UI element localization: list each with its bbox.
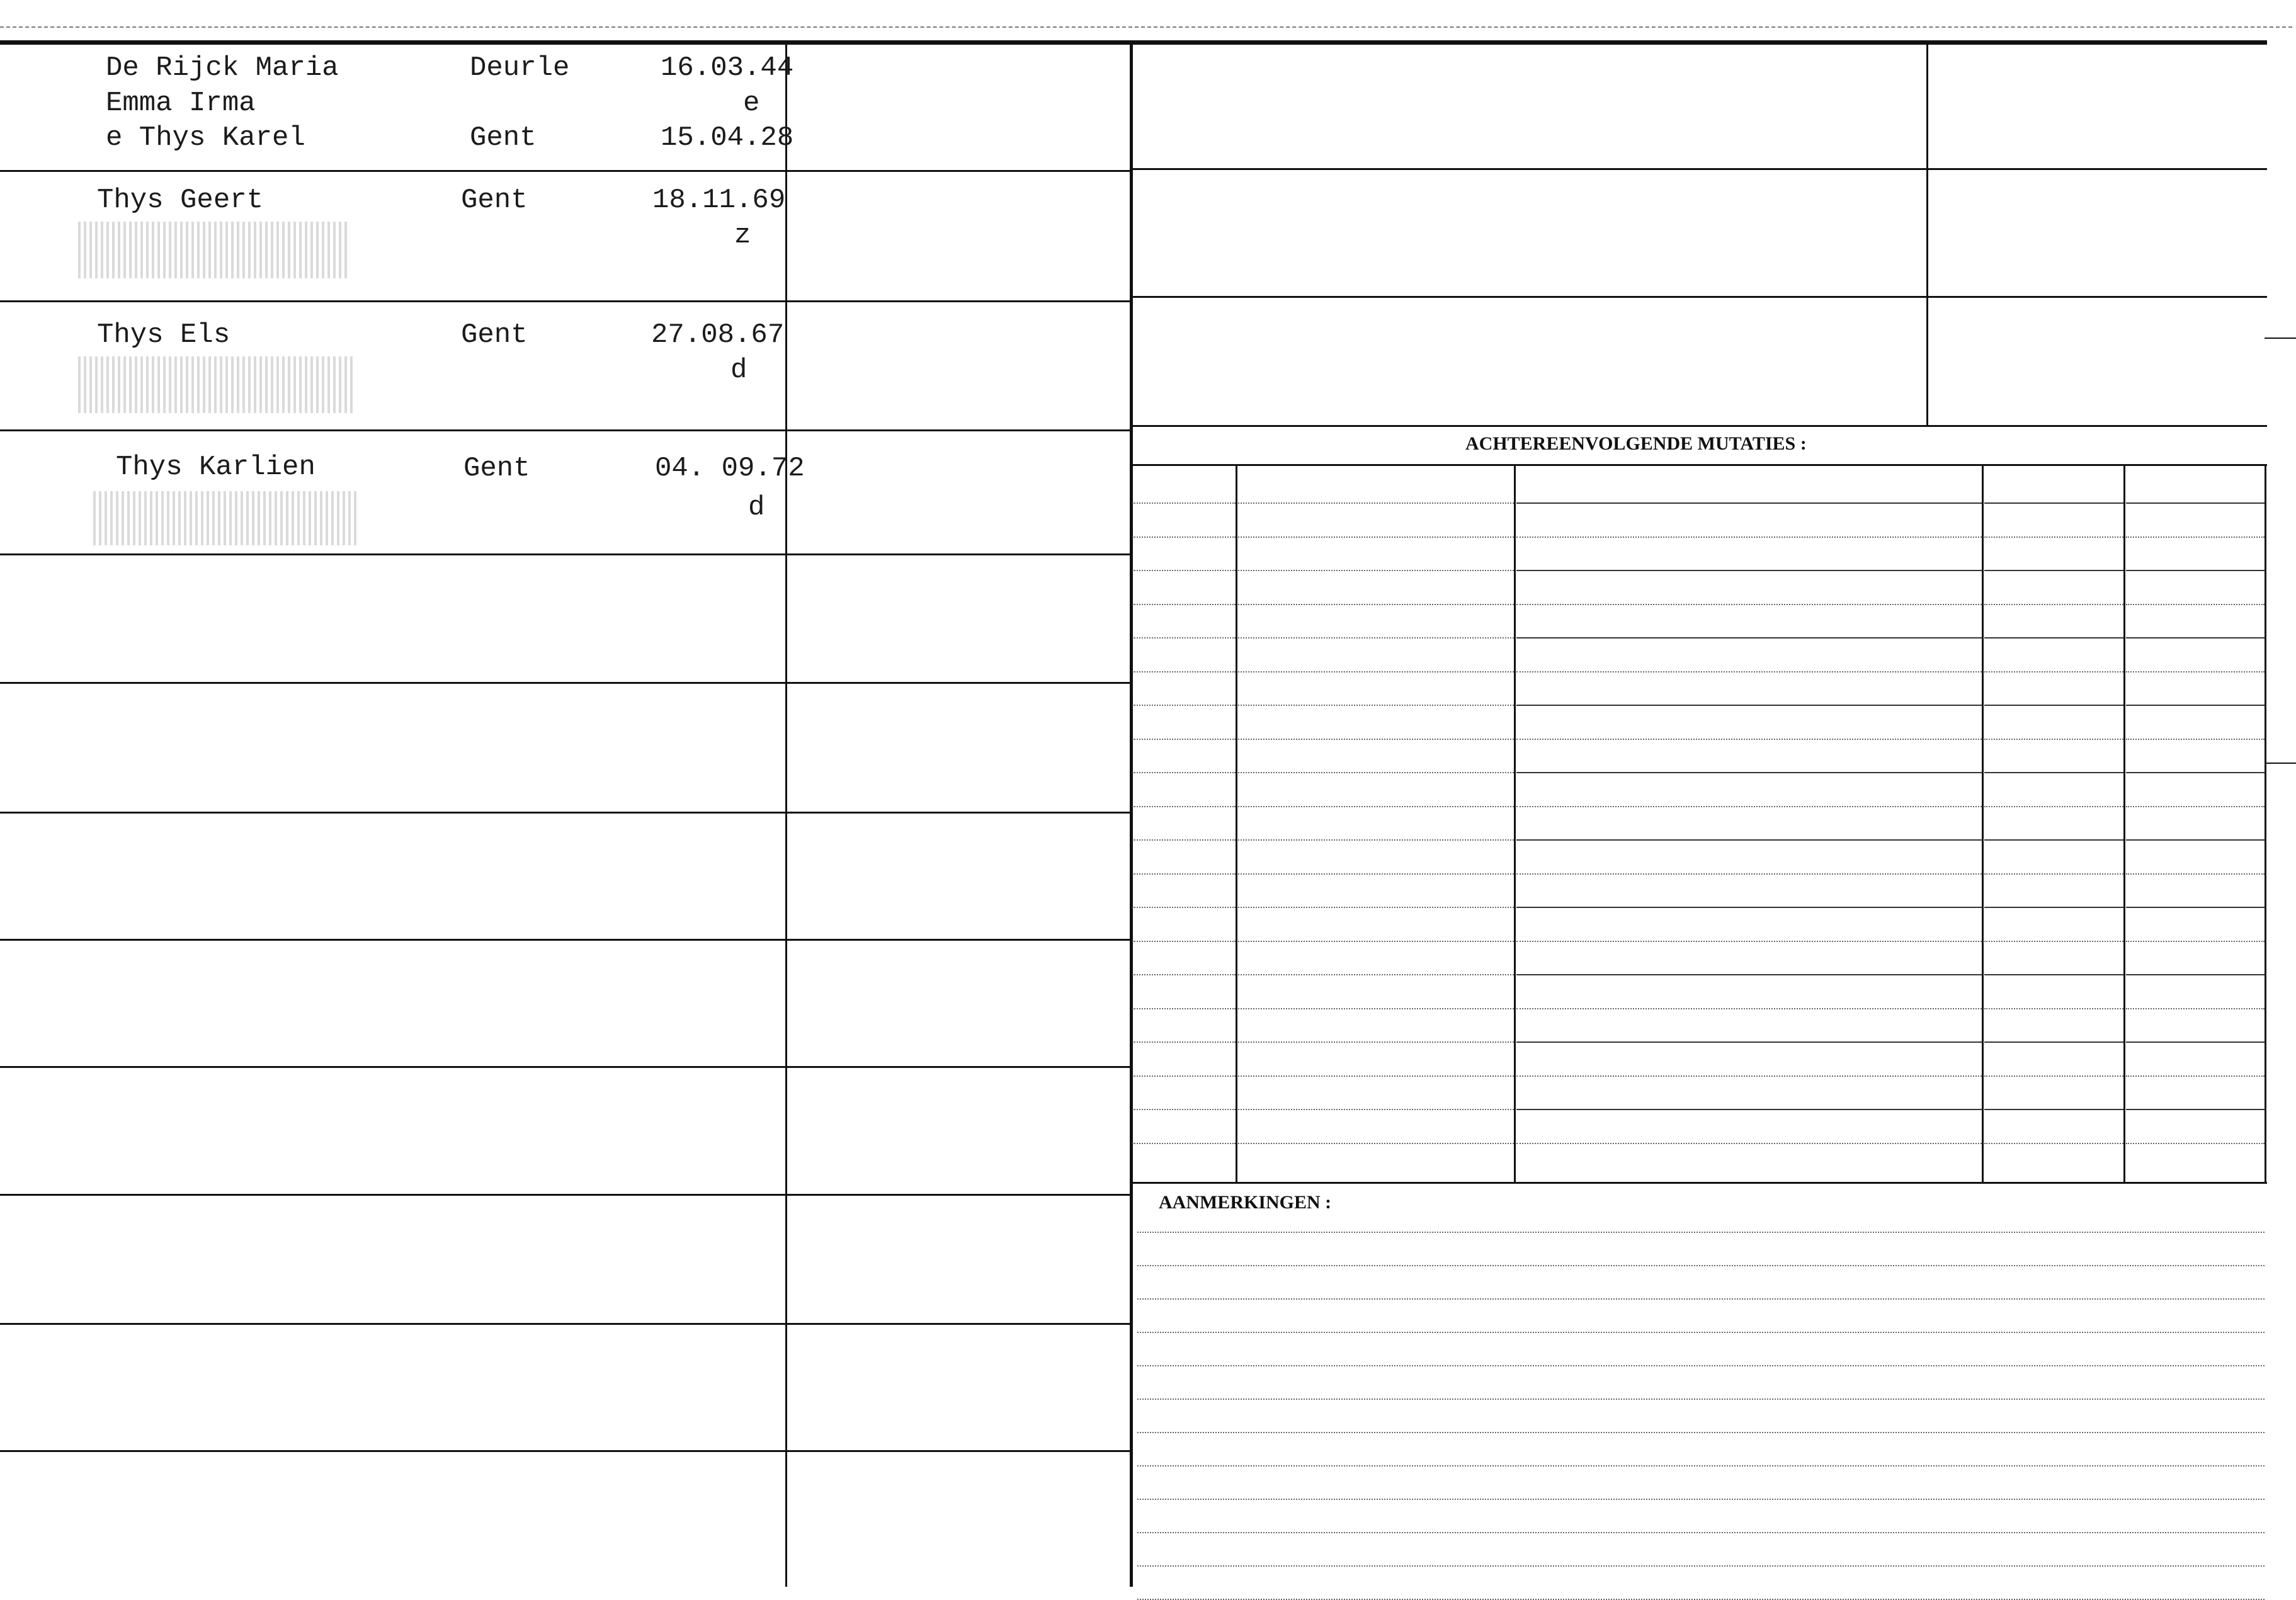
entry-name: Thys Geert bbox=[97, 184, 264, 216]
entry-name: De Rijck Maria bbox=[106, 52, 339, 84]
entry-place: Gent bbox=[461, 184, 528, 216]
redacted-area bbox=[78, 356, 355, 413]
entry-date: d bbox=[748, 492, 765, 523]
entry-name: e Thys Karel bbox=[106, 122, 305, 154]
entry-place: Gent bbox=[470, 122, 537, 154]
entry-date: 04. 09.72 bbox=[655, 453, 805, 484]
mutations-header: ACHTEREENVOLGENDE MUTATIES : bbox=[1465, 433, 1807, 454]
column-divider-main bbox=[1130, 40, 1133, 1587]
entry-date: e bbox=[743, 88, 760, 119]
entry-name: Thys Karlien bbox=[116, 451, 315, 483]
entry-date: 27.08.67 bbox=[651, 319, 785, 351]
entry-place: Gent bbox=[461, 319, 528, 351]
top-edge bbox=[0, 26, 2292, 28]
entry-place: Deurle bbox=[470, 52, 570, 84]
entry-name: Thys Els bbox=[97, 319, 230, 351]
redacted-area bbox=[78, 222, 349, 278]
entry-place: Gent bbox=[463, 453, 530, 484]
column-divider-1 bbox=[785, 40, 787, 1587]
entry-date: 15.04.28 bbox=[661, 122, 794, 154]
entry-date: d bbox=[730, 355, 747, 386]
redacted-area bbox=[93, 491, 358, 545]
entry-name: Emma Irma bbox=[106, 88, 256, 119]
entry-date: z bbox=[734, 220, 751, 251]
entry-date: 16.03.44 bbox=[661, 52, 794, 84]
remarks-header: AANMERKINGEN : bbox=[1159, 1192, 1332, 1213]
entry-date: 18.11.69 bbox=[652, 184, 786, 216]
